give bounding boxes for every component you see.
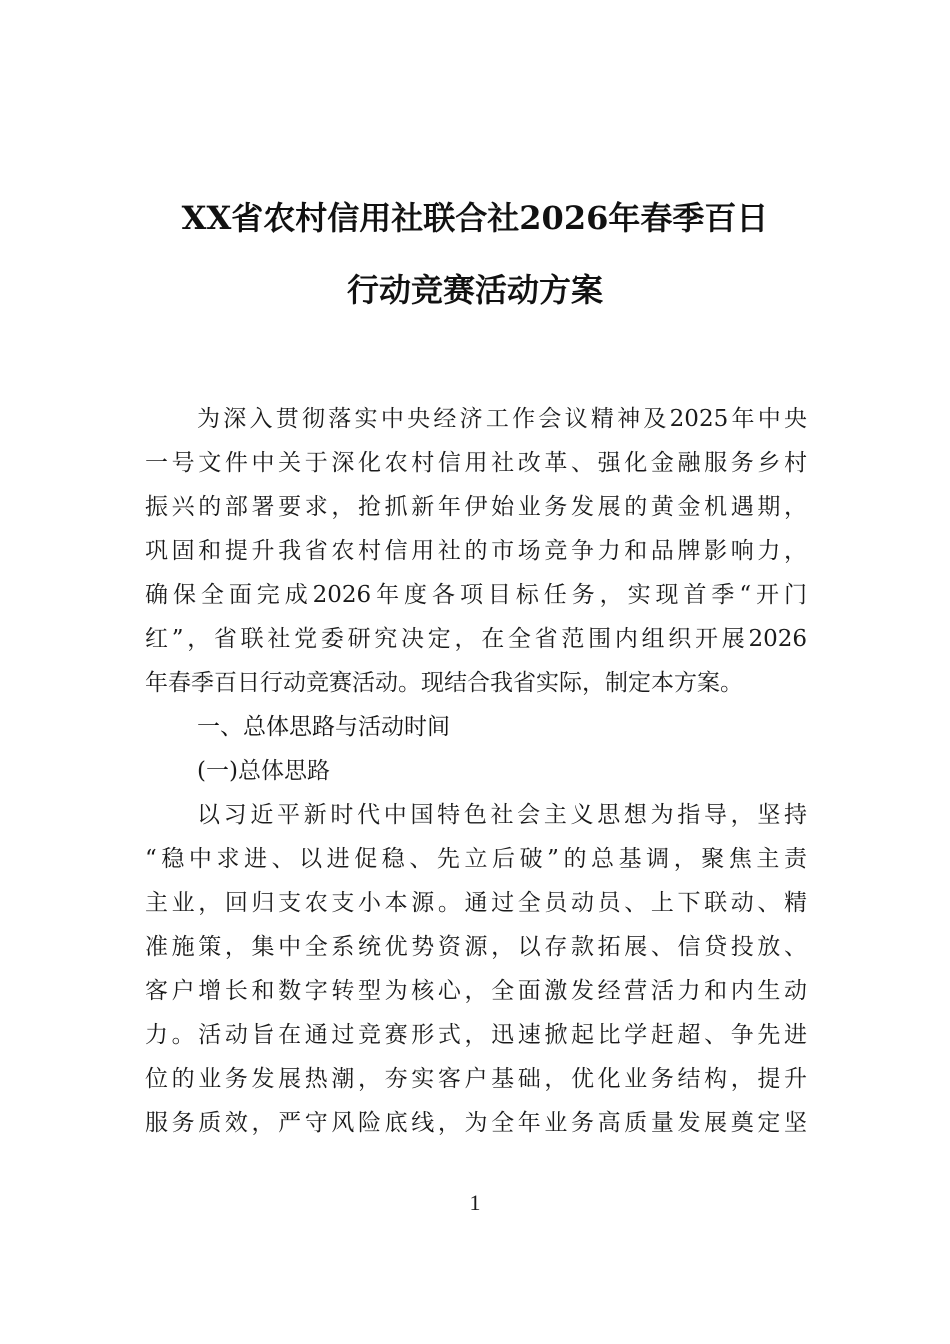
subsection-paragraph-line: 主业，回归支农支小本源。通过全员动员、上下联动、精 [145,890,807,916]
page-number: 1 [469,1190,481,1215]
intro-paragraph-line: 确保全面完成2026年度各项目标任务，实现首季“开门 [145,582,807,608]
intro-paragraph-line: 一号文件中关于深化农村信用社改革、强化金融服务乡村 [145,450,807,476]
document-body [145,397,807,1145]
subsection-paragraph-line: 力。活动旨在通过竞赛形式，迅速掀起比学赶超、争先进 [145,1022,807,1048]
subsection-paragraph-line: “稳中求进、以进促稳、先立后破”的总基调，聚焦主责 [145,846,807,872]
intro-paragraph-line: 振兴的部署要求，抢抓新年伊始业务发展的黄金机遇期， [145,494,807,520]
intro-paragraph-line: 红”，省联社党委研究决定，在全省范围内组织开展2026 [145,626,807,652]
document-title-line-1: XX省农村信用社联合社2026年春季百日 [181,199,769,237]
subsection-paragraph-line: 准施策，集中全系统优势资源，以存款拓展、信贷投放、 [145,934,807,960]
subsection-paragraph-line: 以习近平新时代中国特色社会主义思想为指导，坚持 [197,802,807,828]
subsection-paragraph-line: 服务质效，严守风险底线，为全年业务高质量发展奠定坚 [145,1110,807,1136]
section-heading-1: 一、总体思路与活动时间 [197,714,450,740]
subsection-heading-1-1: (一)总体思路 [197,758,330,784]
subsection-paragraph-line: 位的业务发展热潮，夯实客户基础，优化业务结构，提升 [145,1066,807,1092]
intro-paragraph-line: 为深入贯彻落实中央经济工作会议精神及2025年中央 [197,406,807,432]
intro-paragraph-line: 年春季百日行动竞赛活动。现结合我省实际，制定本方案。 [145,670,743,696]
document-title-line-2: 行动竞赛活动方案 [346,271,603,309]
subsection-paragraph-line: 客户增长和数字转型为核心，全面激发经营活力和内生动 [145,978,807,1004]
intro-paragraph-line: 巩固和提升我省农村信用社的市场竞争力和品牌影响力， [145,538,807,564]
